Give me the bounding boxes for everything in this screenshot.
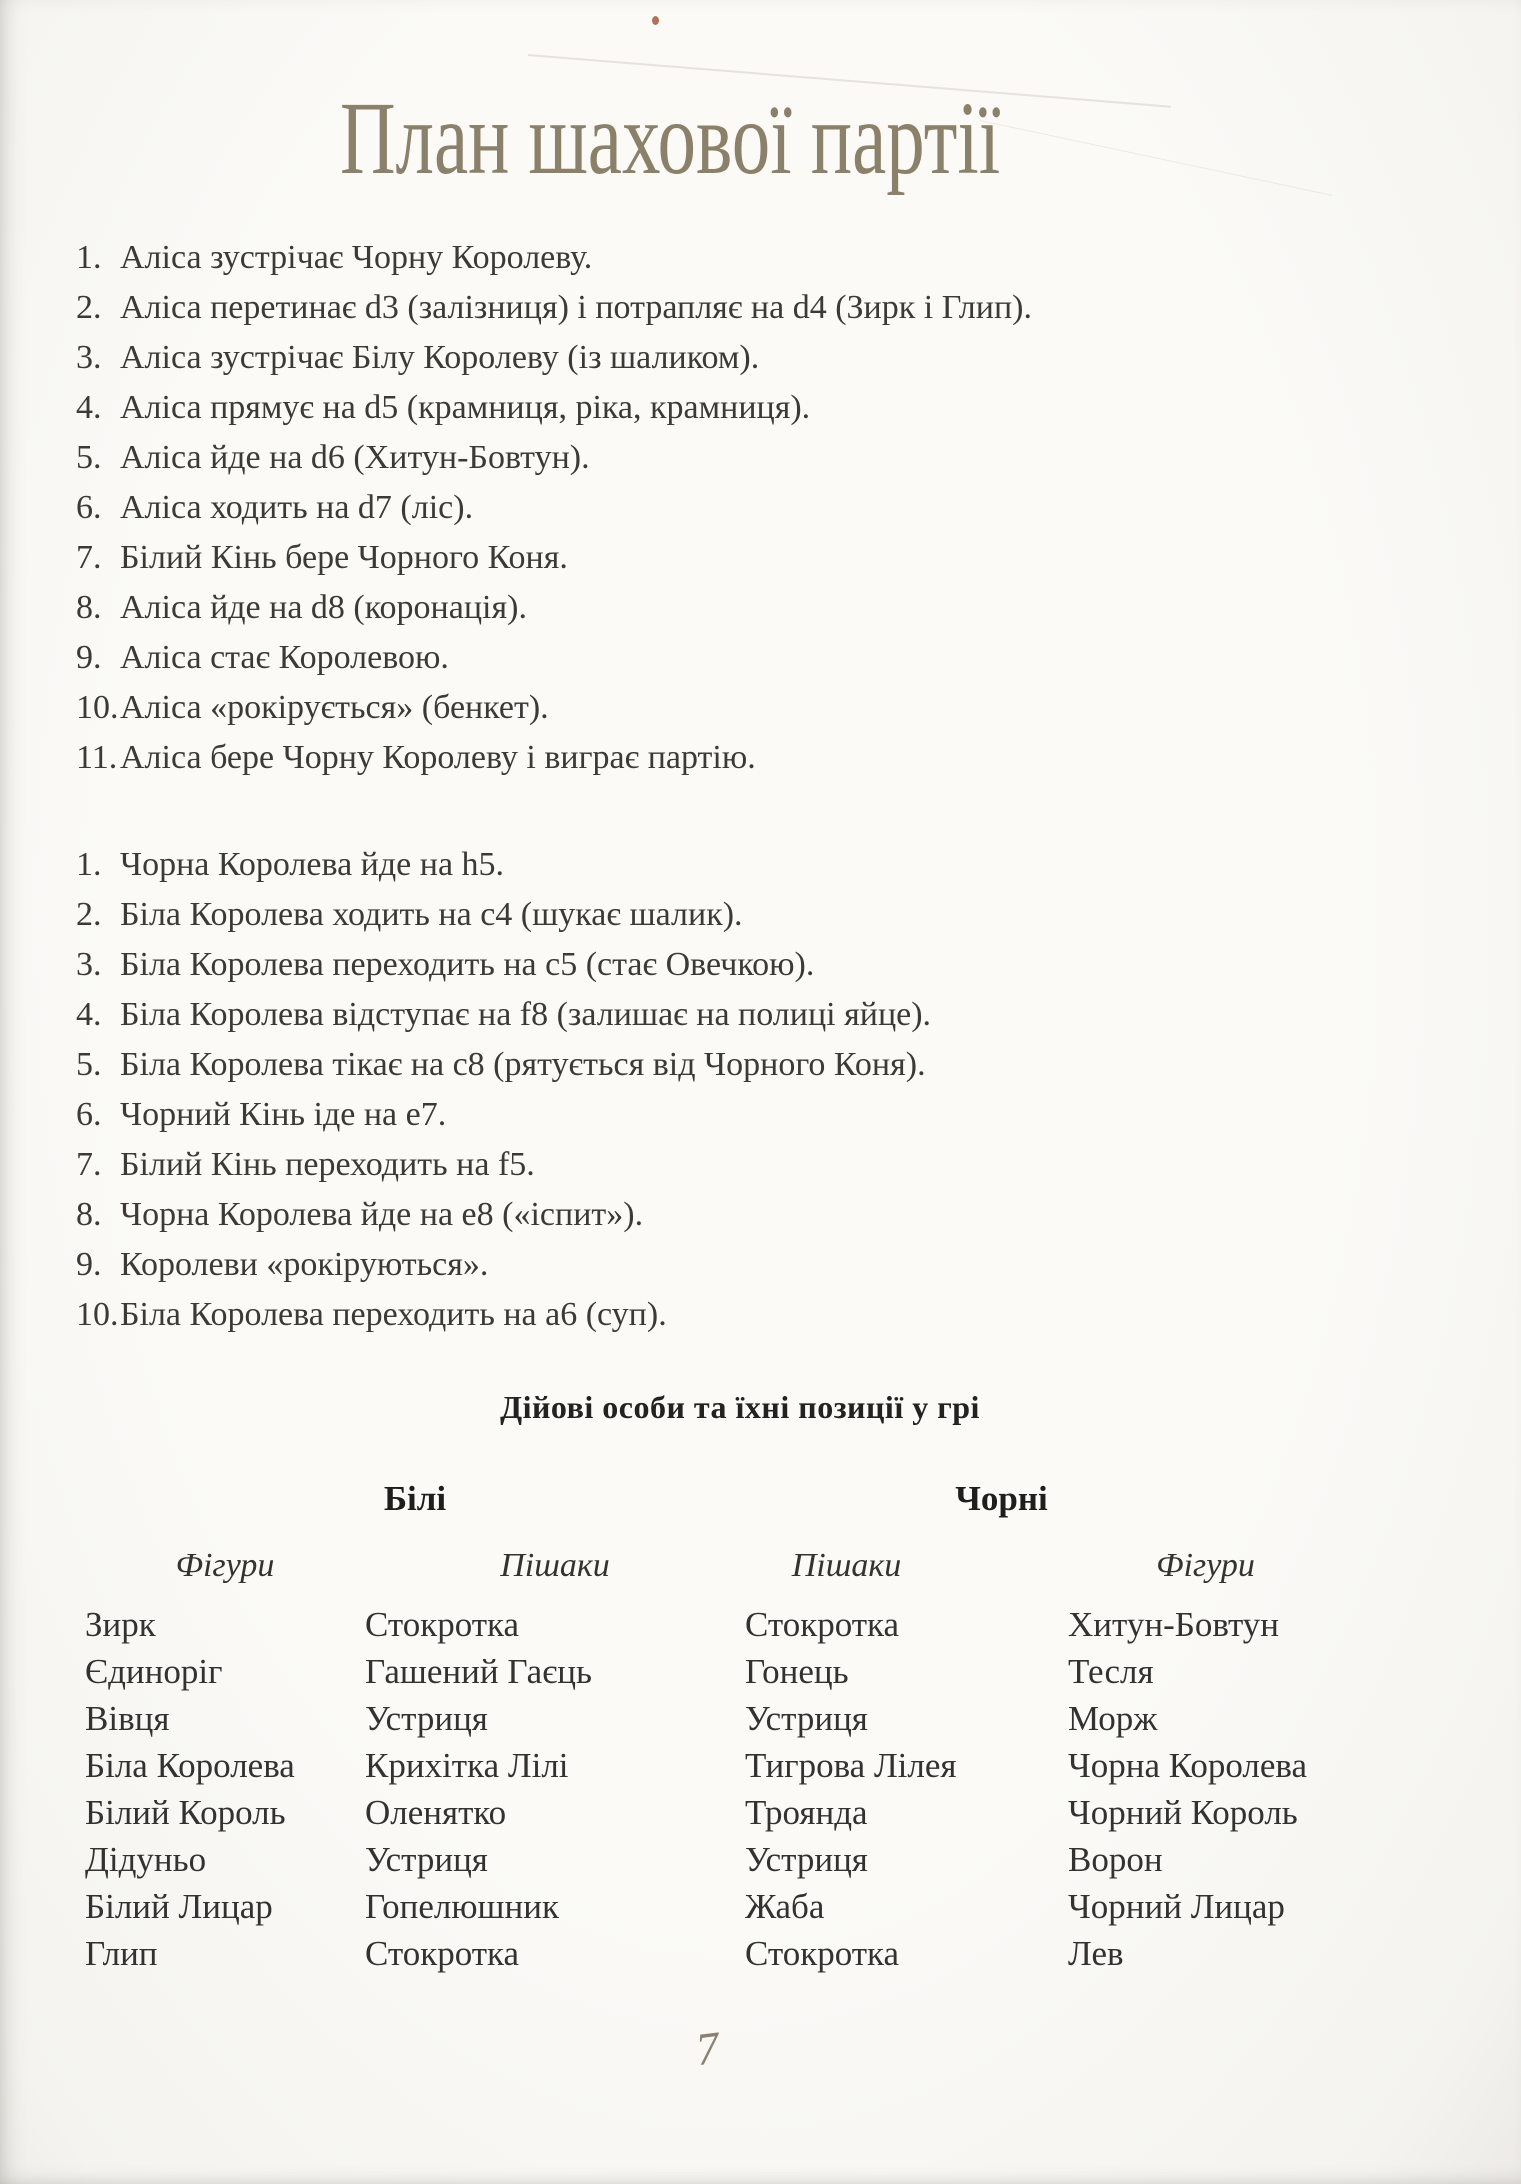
list-item bbox=[76, 383, 1276, 433]
item-text: Аліса стає Королевою. bbox=[120, 639, 449, 676]
red-moves-list bbox=[76, 840, 1276, 1340]
cast-cell: Оленятко bbox=[365, 1793, 507, 1832]
item-number: 4. bbox=[76, 996, 102, 1033]
cast-cell: Гопелюшник bbox=[365, 1887, 559, 1926]
item-number: 10. bbox=[76, 689, 119, 726]
cast-group-header-row bbox=[85, 1479, 1438, 1519]
cast-cell: Стокротка bbox=[365, 1934, 520, 1973]
item-text: Чорна Королева йде на h5. bbox=[120, 846, 505, 883]
list-item bbox=[76, 583, 1276, 633]
item-number: 9. bbox=[76, 639, 102, 676]
cast-cell: Стокротка bbox=[745, 1934, 900, 1973]
item-number: 6. bbox=[76, 489, 102, 526]
cast-cell: Устриця bbox=[745, 1699, 868, 1738]
list-item bbox=[76, 990, 1276, 1040]
cast-cell: Ворон bbox=[1068, 1840, 1163, 1879]
list-item bbox=[76, 840, 1276, 890]
cast-cell: Глип bbox=[85, 1934, 158, 1973]
list-item bbox=[76, 1090, 1276, 1140]
cast-cell: Чорна Королева bbox=[1068, 1746, 1308, 1785]
item-number: 8. bbox=[76, 1196, 102, 1233]
cast-cell: Біла Королева bbox=[85, 1746, 295, 1785]
item-text: Білий Кінь бере Чорного Коня. bbox=[120, 539, 568, 576]
item-number: 4. bbox=[76, 389, 102, 426]
item-text: Королеви «рокіруються». bbox=[120, 1246, 489, 1283]
item-text: Аліса йде на d8 (коронація). bbox=[120, 589, 527, 626]
item-number: 2. bbox=[76, 289, 102, 326]
cast-column-header-row bbox=[85, 1547, 1438, 1585]
cast-cell: Морж bbox=[1068, 1699, 1158, 1738]
list-item bbox=[76, 940, 1276, 990]
list-item bbox=[76, 483, 1276, 533]
item-text: Біла Королева переходить на a6 (суп). bbox=[120, 1296, 667, 1333]
column-header-white-pawns: Пішаки bbox=[500, 1547, 610, 1584]
list-item bbox=[76, 733, 1276, 783]
cast-cell: Стокротка bbox=[745, 1605, 900, 1644]
list-item bbox=[76, 333, 1276, 383]
list-item bbox=[76, 283, 1276, 333]
item-number: 10. bbox=[76, 1296, 119, 1333]
cast-cell: Хитун-Бовтун bbox=[1068, 1605, 1280, 1644]
item-number: 1. bbox=[76, 239, 102, 276]
cast-cell: Білий Лицар bbox=[85, 1887, 273, 1926]
item-number: 11. bbox=[76, 739, 118, 776]
list-item bbox=[76, 1140, 1276, 1190]
list-item bbox=[76, 1040, 1276, 1090]
item-number: 7. bbox=[76, 1146, 102, 1183]
cast-cell: Устриця bbox=[365, 1699, 488, 1738]
cast-cell: Гашений Гаєць bbox=[365, 1652, 592, 1691]
item-text: Біла Королева тікає на c8 (рятується від Чорного Коня). bbox=[120, 1046, 926, 1083]
item-text: Аліса зустрічає Чорну Королеву. bbox=[120, 239, 593, 276]
item-text: Біла Королева переходить на c5 (стає Овечкою). bbox=[120, 946, 815, 983]
list-item bbox=[76, 890, 1276, 940]
list-item bbox=[76, 683, 1276, 733]
item-number: 6. bbox=[76, 1096, 102, 1133]
column-header-black-pawns: Пішаки bbox=[791, 1547, 902, 1584]
item-text: Аліса ходить на d7 (ліс). bbox=[120, 489, 474, 526]
list-item bbox=[76, 433, 1276, 483]
item-number: 1. bbox=[76, 846, 102, 883]
cast-table bbox=[85, 1601, 1438, 1977]
item-text: Біла Королева відступає на f8 (залишає на полиці яйце). bbox=[120, 996, 932, 1033]
cast-cell: Устриця bbox=[365, 1840, 488, 1879]
item-number: 3. bbox=[76, 339, 102, 376]
page-title bbox=[0, 82, 1340, 196]
item-text: Чорна Королева йде на e8 («іспит»). bbox=[120, 1196, 644, 1233]
item-number: 2. bbox=[76, 896, 102, 933]
list-item bbox=[76, 1290, 1276, 1340]
item-number: 5. bbox=[76, 1046, 102, 1083]
list-item bbox=[76, 233, 1276, 283]
list-item bbox=[76, 1190, 1276, 1240]
cast-cell: Вівця bbox=[85, 1699, 170, 1738]
list-item bbox=[76, 633, 1276, 683]
cast-cell: Єдиноріг bbox=[85, 1652, 223, 1691]
page-number: 7 bbox=[692, 2021, 723, 2076]
cast-section-heading: Дійові особи та їхні позиції у грі bbox=[500, 1389, 980, 1425]
ink-speck bbox=[652, 16, 659, 25]
item-number: 3. bbox=[76, 946, 102, 983]
cast-cell: Троянда bbox=[745, 1793, 868, 1832]
list-item bbox=[76, 1240, 1276, 1290]
cast-cell: Дідуньо bbox=[85, 1840, 207, 1879]
item-text: Аліса бере Чорну Королеву і виграє партію. bbox=[120, 739, 756, 776]
cast-cell: Білий Король bbox=[85, 1793, 286, 1832]
alice-moves-list bbox=[76, 233, 1276, 783]
item-text: Аліса зустрічає Білу Королеву (із шаликом). bbox=[120, 339, 760, 376]
item-number: 5. bbox=[76, 439, 102, 476]
column-header-white-pieces: Фігури bbox=[175, 1547, 275, 1584]
cast-cell: Гонець bbox=[745, 1652, 849, 1691]
item-text: Аліса прямує на d5 (крамниця, ріка, крамниця). bbox=[120, 389, 811, 426]
cast-cell: Зирк bbox=[85, 1605, 156, 1644]
cast-cell: Чорний Лицар bbox=[1068, 1887, 1285, 1926]
page-title-text: План шахової партії bbox=[339, 81, 1001, 196]
item-text: Аліса йде на d6 (Хитун-Бовтун). bbox=[120, 439, 590, 476]
list-item bbox=[76, 533, 1276, 583]
item-text: Чорний Кінь іде на e7. bbox=[120, 1096, 447, 1133]
item-number: 9. bbox=[76, 1246, 102, 1283]
cast-cell: Тигрова Лілея bbox=[745, 1746, 957, 1785]
column-header-black-pieces: Фігури bbox=[1156, 1547, 1255, 1584]
item-text: Аліса «рокірується» (бенкет). bbox=[120, 689, 549, 726]
black-side-label: Чорні bbox=[955, 1479, 1048, 1518]
cast-cell: Жаба bbox=[745, 1887, 825, 1926]
cast-cell: Стокротка bbox=[365, 1605, 520, 1644]
cast-cell: Чорний Король bbox=[1068, 1793, 1298, 1832]
white-side-label: Білі bbox=[383, 1479, 447, 1518]
cast-cell: Крихітка Лілі bbox=[365, 1746, 569, 1785]
item-text: Білий Кінь переходить на f5. bbox=[120, 1146, 535, 1183]
cast-cell: Устриця bbox=[745, 1840, 868, 1879]
item-number: 7. bbox=[76, 539, 102, 576]
item-text: Аліса перетинає d3 (залізниця) і потрапляє на d4 (Зирк і Глип). bbox=[120, 289, 1032, 326]
item-number: 8. bbox=[76, 589, 102, 626]
cast-cell: Тесля bbox=[1068, 1652, 1154, 1691]
item-text: Біла Королева ходить на c4 (шукає шалик). bbox=[120, 896, 743, 933]
cast-cell: Лев bbox=[1068, 1934, 1124, 1973]
